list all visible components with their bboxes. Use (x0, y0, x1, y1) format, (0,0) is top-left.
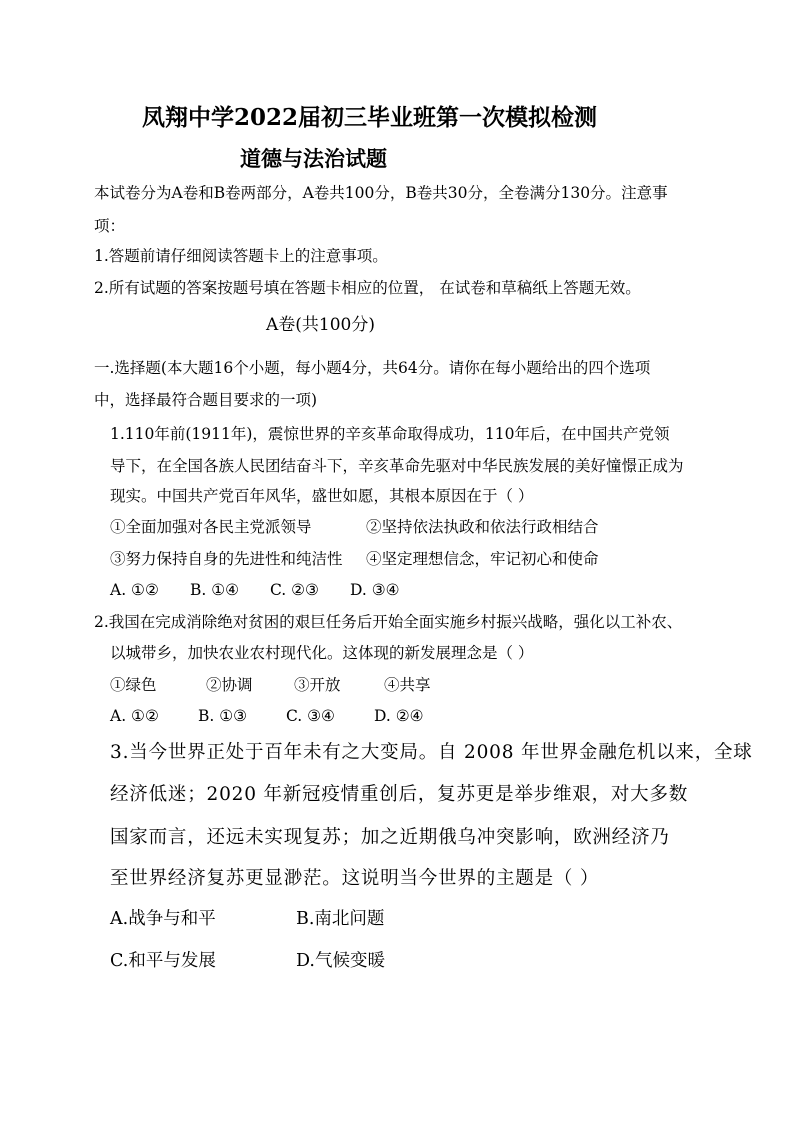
section-a-title: A卷(共100分) (266, 315, 375, 335)
q1-line-2: 导下，在全国各族人民团结奋斗下，辛亥革命先驱对中华民族发展的美好憧憬正成为 (110, 457, 684, 475)
q1-option-c: C. ②③ (270, 581, 319, 599)
q2-option-c: C. ③④ (286, 707, 335, 725)
q3-option-d: D.气候变暖 (296, 951, 385, 971)
q2-line-2: 以城带乡，加快农业农村现代化。这体现的新发展理念是（ ） (110, 644, 534, 662)
exam-title: 凤翔中学2022届初三毕业班第一次模拟检测 (142, 104, 598, 131)
q1-statement-3: ③努力保持自身的先进性和纯洁性 (110, 550, 343, 568)
q1-option-b: B. ①④ (190, 581, 240, 599)
intro-line-1: 本试卷分为A卷和B卷两部分，A卷共100分，B卷共30分，全卷满分130分。注意事 (94, 184, 668, 202)
q3-option-b: B.南北问题 (296, 909, 385, 929)
q1-statement-4: ④坚定理想信念，牢记初心和使命 (366, 550, 599, 568)
q2-statement-4: ④共享 (384, 676, 431, 694)
exam-subtitle: 道德与法治试题 (240, 146, 387, 171)
q2-option-b: B. ①③ (198, 707, 248, 725)
q2-option-d: D. ②④ (374, 707, 424, 725)
q2-line-1: 2.我国在完成消除绝对贫困的艰巨任务后开始全面实施乡村振兴战略，强化以工补农、 (94, 613, 683, 631)
q1-statement-1: ①全面加强对各民主党派领导 (110, 518, 312, 536)
q2-statement-1: ①绿色 (110, 676, 157, 694)
note-1: 1.答题前请仔细阅读答题卡上的注意事项。 (94, 247, 388, 265)
q3-line-3: 国家而言，还远未实现复苏；加之近期俄乌冲突影响，欧洲经济乃 (110, 827, 670, 848)
q3-line-2: 经济低迷；2020 年新冠疫情重创后，复苏更是举步维艰，对大多数 (110, 784, 689, 805)
q2-option-a: A. ①② (110, 707, 159, 725)
q3-option-a: A.战争与和平 (110, 909, 216, 929)
q1-statement-2: ②坚持依法执政和依法行政相结合 (366, 518, 599, 536)
q1-option-a: A. ①② (110, 581, 159, 599)
q3-line-4: 至世界经济复苏更显渺茫。这说明当今世界的主题是（ ） (110, 868, 600, 889)
section-instruction-1: 一.选择题(本大题16个小题，每小题4分，共64分。请你在每小题给出的四个选项 (94, 359, 651, 377)
q1-option-d: D. ③④ (350, 581, 400, 599)
intro-line-2: 项： (94, 217, 126, 235)
q1-line-3: 现实。中国共产党百年风华，盛世如愿，其根本原因在于（ ） (110, 487, 534, 505)
q1-line-1: 1.110年前(1911年)，震惊世界的辛亥革命取得成功，110年后，在中国共产党领 (110, 425, 670, 443)
note-2: 2.所有试题的答案按题号填在答题卡相应的位置， 在试卷和草稿纸上答题无效。 (94, 279, 641, 297)
section-instruction-2: 中，选择最符合题目要求的一项) (94, 391, 318, 409)
q2-statement-3: ③开放 (294, 676, 341, 694)
q3-line-1: 3.当今世界正处于百年未有之大变局。自 2008 年世界金融危机以来，全球 (110, 742, 753, 763)
q3-option-c: C.和平与发展 (110, 951, 216, 971)
q2-statement-2: ②协调 (206, 676, 253, 694)
